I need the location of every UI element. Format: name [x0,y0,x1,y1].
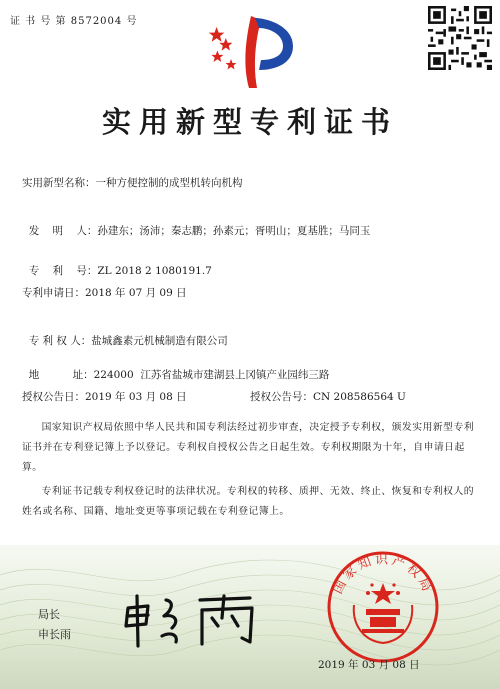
field-publication-date [22,390,187,404]
field-address [22,354,329,382]
field-value: CN 208586564 U [313,391,406,403]
field-label: 授权公告日： [22,391,85,403]
field-label: 发 明 人： [28,225,98,237]
field-patent-number [22,250,212,278]
field-label: 实用新型名称： [22,177,96,189]
field-value: 一种方便控制的成型机转向机构 [95,177,243,189]
field-label: 专 利 权 人： [28,335,92,347]
certificate-number-label: 证 书 号 第 [10,16,67,27]
seal-text: 国家知识产权局 [330,552,436,597]
seal-date: 2019 年 03 月 08 日 [318,659,420,671]
field-value: 2018 年 07 月 09 日 [85,287,187,299]
commissioner-name: 申长雨 [38,628,71,641]
field-filing-date [22,286,187,300]
field-label: 专 利 号： [28,265,98,277]
field-patentee [22,320,228,348]
field-inventors [22,210,370,238]
field-publication-number [250,390,406,404]
field-label: 专利申请日： [22,287,85,299]
field-label: 地 址： [28,369,94,381]
commissioner-title: 局长 [38,608,60,621]
qr-code [428,6,492,70]
field-utility-model-name [22,176,243,190]
field-value: ZL 2018 2 1080191.7 [97,265,212,277]
field-label: 授权公告号： [250,391,313,403]
certificate-number-suffix: 号 [126,16,138,27]
grant-statement-paragraph: 国家知识产权局依照中华人民共和国专利法经过初步审查，决定授予专利权，颁发实用新型专利证书并在专利登记簿上予以登记。专利权自授权公告之日起生效。专利权期限为十年，自申请日起算。 [22,422,475,473]
field-value: 2019 年 03 月 08 日 [85,391,187,403]
field-value: 224000 江苏省盐城市建湖县上冈镇产业园纬三路 [93,369,330,381]
legal-status-paragraph: 专利证书记载专利权登记时的法律状况。专利权的转移、质押、无效、终止、恢复和专利权人的姓名或名称、国籍、地址变更等事项记载在专利登记簿上。 [22,486,475,517]
certificate-title: 实用新型专利证书 [101,105,398,139]
handwritten-signature [118,590,268,650]
certificate-number-value: 8572004 [70,16,123,27]
patent-office-emblem [205,12,300,90]
certificate-number [10,12,137,27]
field-value: 盐城鑫素元机械制造有限公司 [91,335,228,347]
field-value: 孙建东；汤沛；秦志鹏；孙素元；胥明山；夏基胜；马同玉 [97,225,371,237]
official-seal [318,545,448,675]
